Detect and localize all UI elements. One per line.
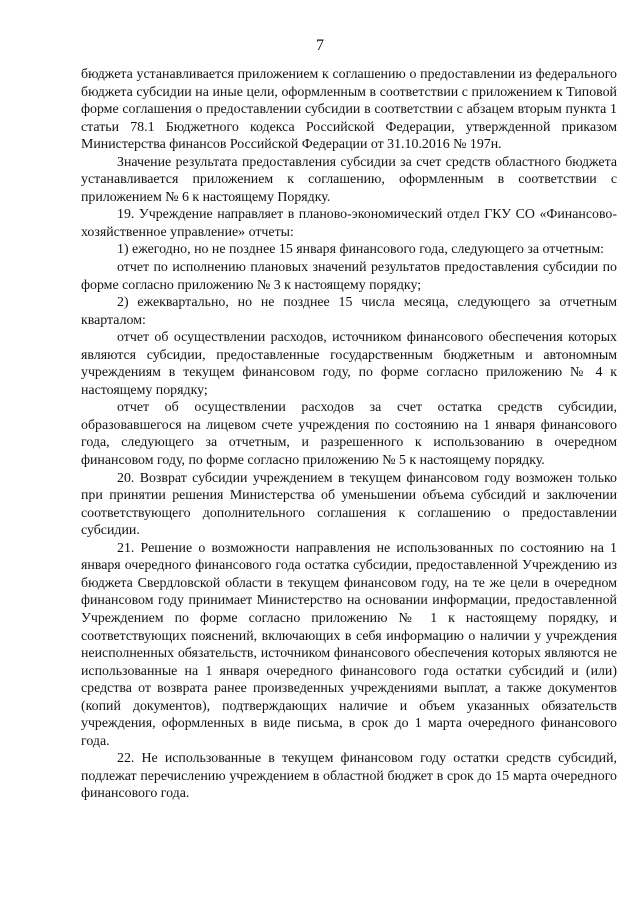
paragraph-19-balance-report: отчет об осуществлении расходов за счет остатка средств субсидии, образовавшегося на лицевом счете учреждения по состоянию на 1 января финансового года, следующего за отчетным, и разрешенного к использованию в очередном финансовом году, по форме согласно приложению № 5 к настоящему порядку. — [81, 400, 617, 469]
paragraph-19-annual: 1) ежегодно, но не позднее 15 января финансового года, следующего за отчетным: — [117, 242, 604, 258]
document-body — [81, 66, 617, 803]
paragraph-20-return: 20. Возврат субсидии учреждением в текущем финансовом году возможен только при принятии решения Министерства об уменьшении объема субсидий и заключении соответствующего дополнительного соглашения к соглашению о предоставлении субсидии. — [81, 470, 617, 539]
paragraph-budget-appendix: бюджета устанавливается приложением к соглашению о предоставлении из федерального бюджета субсидии на иные цели, оформленным в соответствии с приложением к Типовой форме соглашения о предоставлении субсидии в соответствии с абзацем вторым пункта 1 статьи 78.1 Бюджетного кодекса Российской Федерации, утвержденной приказом Министерства финансов Российской Федерации от 31.10.2016 № 197н. — [81, 67, 617, 153]
paragraph-19-expenses-report: отчет об осуществлении расходов, источником финансового обеспечения которых являются субсидии, предоставленные государственным бюджетным и автономным учреждениям в текущем финансовом году, по форме согласно приложению № 4 к настоящему порядку; — [81, 330, 617, 398]
paragraph-19-quarterly: 2) ежеквартально, но не позднее 15 числа месяца, следующего за отчетным кварталом: — [81, 295, 617, 328]
paragraph-21-decision: 21. Решение о возможности направления не использованных по состоянию на 1 января очередного финансового года остатка субсидии, предоставленной Учреждению из бюджета Свердловской области в текущем финансовом году, на те же цели в очередном финансовом году принимает Министерство на основании информации, предоставленной Учреждением по форме согласно приложению № 1 к настоящему порядку, и соответствующих пояснений, включающих в себя информацию о наличии у учреждения неисполненных обязательств, источником финансового обеспечения которых являются не использованные на 1 января очередного финансового года остатки субсидий и (или) средства от возврата ранее произведенных учреждениями выплат, а также документов (копий документов), подтверждающих наличие и объем указанных обязательств учреждения, оформленных в виде письма, в срок до 1 марта очередного финансового года. — [81, 540, 617, 749]
paragraph-result-value: Значение результата предоставления субсидии за счет средств областного бюджета устанавливается приложением к соглашению, оформленным в соответствии с приложением № 6 к настоящему Порядку. — [81, 154, 617, 205]
paragraph-19-annual-report: отчет по исполнению плановых значений результатов предоставления субсидии по форме согласно приложению № 3 к настоящему порядку; — [81, 260, 617, 293]
page-number: 7 — [316, 37, 324, 54]
paragraph-19-reports: 19. Учреждение направляет в планово-экономический отдел ГКУ СО «Финансово-хозяйственное управление» отчеты: — [81, 207, 617, 240]
paragraph-22-unused-balances: 22. Не использованные в текущем финансовом году остатки средств субсидий, подлежат перечислению учреждением в областной бюджет в срок до 15 марта очередного финансового года. — [81, 751, 617, 802]
